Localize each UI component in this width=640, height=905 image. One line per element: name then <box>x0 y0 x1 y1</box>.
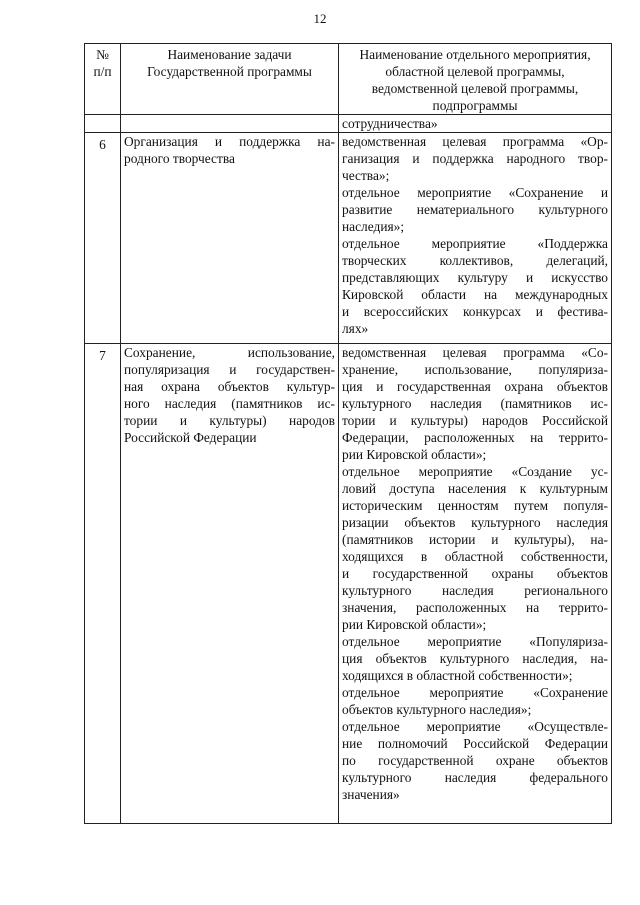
continuation-task <box>121 115 339 133</box>
task-cell: Организация и поддержка на- родного творчества <box>121 133 339 344</box>
page-number: 12 <box>313 11 327 26</box>
row-number: 6 <box>85 133 121 344</box>
table-row <box>85 344 612 824</box>
continuation-measure: сотрудничества» <box>339 115 612 133</box>
measure-cell: ведомственная целевая программа «Ор- ганизация и поддержка народного твор- чества»; отдельное мероприятие «Сохранение и развитие нематериального культурного наследия»; отдельное мероприятие «Поддержка творческих коллективов, делегаций, представляющих культуру и искусство Кировской области на международных и всероссийских конкурсах и фестива- лях» <box>339 133 612 344</box>
header-measure: Наименование отдельного мероприятия, областной целевой программы, ведомственной целевой программы, подпрограммы <box>339 44 612 115</box>
continuation-num <box>85 115 121 133</box>
row-number: 7 <box>85 344 121 824</box>
measure-cell: ведомственная целевая программа «Со- хранение, использование, популяриза- ция и государственная охрана объектов культурного наследия (памятников ис- тории и культуры) народов Российской Федерации, расположенных на террито- рии Кировской области»; отдельное мероприятие «Создание ус- ловий доступа населения к культурным историческим ценностям путем популя- ризации объектов культурного наследия (памятников истории и культуры), на- ходящихся в областной собственности, и государственной охраны объектов культурного наследия регионального значения, расположенных на террито- рии Кировской области»; отдельное мероприятие «Популяриза- ция объектов культурного наследия, на- ходящихся в областной собственности»; отдельное мероприятие «Сохранение объектов культурного наследия»; отдельное мероприятие «Осуществле- ние полномочий Российской Федерации по государственной охране объектов культурного наследия федерального значения» <box>339 344 612 824</box>
program-table <box>84 43 612 824</box>
task-cell: Сохранение, использование, популяризация и государствен- ная охрана объектов культур- ного наследия (памятников ис- тории и культуры) народов Российской Федерации <box>121 344 339 824</box>
header-task: Наименование задачи Государственной программы <box>121 44 339 115</box>
header-row <box>85 44 612 115</box>
continuation-row <box>85 115 612 133</box>
header-num: № п/п <box>85 44 121 115</box>
table-row <box>85 133 612 344</box>
